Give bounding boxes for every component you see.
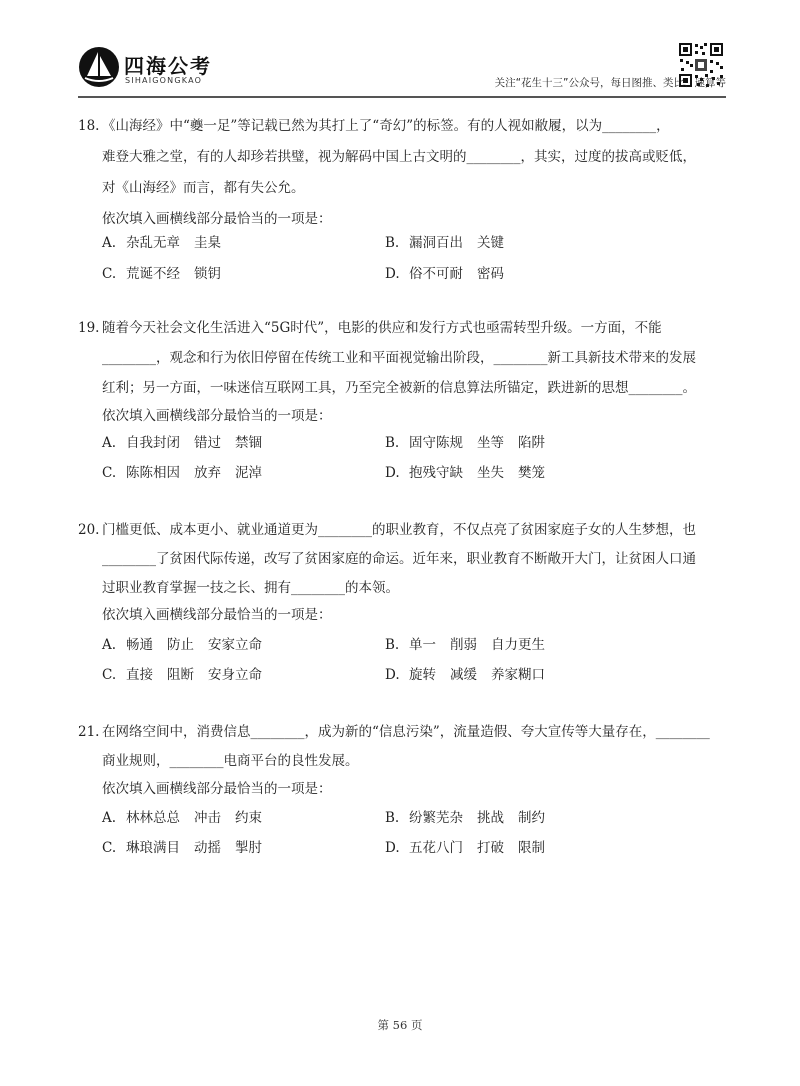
question-number: 21.	[78, 724, 100, 740]
question-prompt: 依次填入画横线部分最恰当的一项是：	[102, 781, 332, 797]
question-text: 红利；另一方面，一味迷信互联网工具，乃至完全被新的信息算法所锚定，跌进新的思想________。	[102, 380, 696, 396]
option-d[interactable]: D. 抱残守缺 坐失 樊笼	[385, 465, 545, 481]
header-note: 关注“花生十三”公众号，每日图推、类比、速算等	[494, 77, 726, 89]
question-text: 在网络空间中，消费信息________，成为新的“信息污染”，流量造假、夸大宣传等大量存在，________	[102, 724, 710, 740]
logo-subtitle: SIHAIGONGKAO	[125, 76, 203, 85]
logo-title: 四海公考	[124, 54, 212, 78]
question-text: 随着今天社会文化生活进入“5G时代”，电影的供应和发行方式也亟需转型升级。一方面，不能	[102, 320, 662, 336]
question-number: 19.	[78, 320, 100, 336]
question-number: 20.	[78, 522, 100, 538]
question-line	[78, 114, 670, 134]
page-number: 第 56 页	[377, 1018, 423, 1032]
question-text: 门槛更低、成本更小、就业通道更为________的职业教育，不仅点亮了贫困家庭子女的人生梦想，也	[102, 522, 696, 538]
logo	[78, 46, 238, 94]
option-c[interactable]: C. 琳琅满目 动摇 掣肘	[102, 840, 262, 856]
question-prompt: 依次填入画横线部分最恰当的一项是：	[102, 408, 332, 424]
option-a[interactable]: A. 林林总总 冲击 约束	[102, 810, 262, 826]
question-line	[78, 720, 710, 740]
question-line	[78, 518, 696, 538]
question-prompt: 依次填入画横线部分最恰当的一项是：	[102, 607, 332, 623]
option-c[interactable]: C. 荒诞不经 锁钥	[102, 266, 221, 282]
header-divider	[78, 96, 726, 98]
option-a[interactable]: A. 自我封闭 错过 禁锢	[102, 435, 262, 451]
option-b[interactable]: B. 纷繁芜杂 挑战 制约	[385, 810, 545, 826]
question-number: 18.	[78, 118, 100, 134]
question-text: ________了贫困代际传递，改写了贫困家庭的命运。近年来，职业教育不断敞开大门，让贫困人口通	[102, 551, 696, 567]
option-d[interactable]: D. 五花八门 打破 限制	[385, 840, 545, 856]
question-prompt: 依次填入画横线部分最恰当的一项是：	[102, 211, 332, 227]
option-b[interactable]: B. 固守陈规 坐等 陷阱	[385, 435, 545, 451]
option-b[interactable]: B. 单一 削弱 自力更生	[385, 637, 545, 653]
question-text: 商业规则，________电商平台的良性发展。	[102, 753, 359, 769]
question-text: 对《山海经》而言，都有失公允。	[102, 180, 305, 196]
option-d[interactable]: D. 旋转 减缓 养家糊口	[385, 667, 545, 683]
question-text: 难登大雅之堂，有的人却珍若拱璧，视为解码中国上古文明的________，其实，过度的拔高或贬低，	[102, 149, 696, 165]
option-c[interactable]: C. 陈陈相因 放弃 泥淖	[102, 465, 262, 481]
option-a[interactable]: A. 杂乱无章 圭臬	[102, 235, 221, 251]
question-text: 过职业教育掌握一技之长、拥有________的本领。	[102, 580, 399, 596]
option-d[interactable]: D. 俗不可耐 密码	[385, 266, 504, 282]
sailboat-logo-icon	[78, 46, 120, 88]
option-c[interactable]: C. 直接 阻断 安身立命	[102, 667, 262, 683]
option-b[interactable]: B. 漏洞百出 关键	[385, 235, 504, 251]
option-a[interactable]: A. 畅通 防止 安家立命	[102, 637, 262, 653]
question-text: ________，观念和行为依旧停留在传统工业和平面视觉输出阶段，________新工具新技术带来的发展	[102, 350, 696, 366]
question-line	[78, 316, 662, 336]
page-header	[0, 0, 800, 100]
question-text: 《山海经》中“夔一足”等记载已然为其打上了“奇幻”的标签。有的人视如敝履，以为________，	[102, 118, 670, 134]
